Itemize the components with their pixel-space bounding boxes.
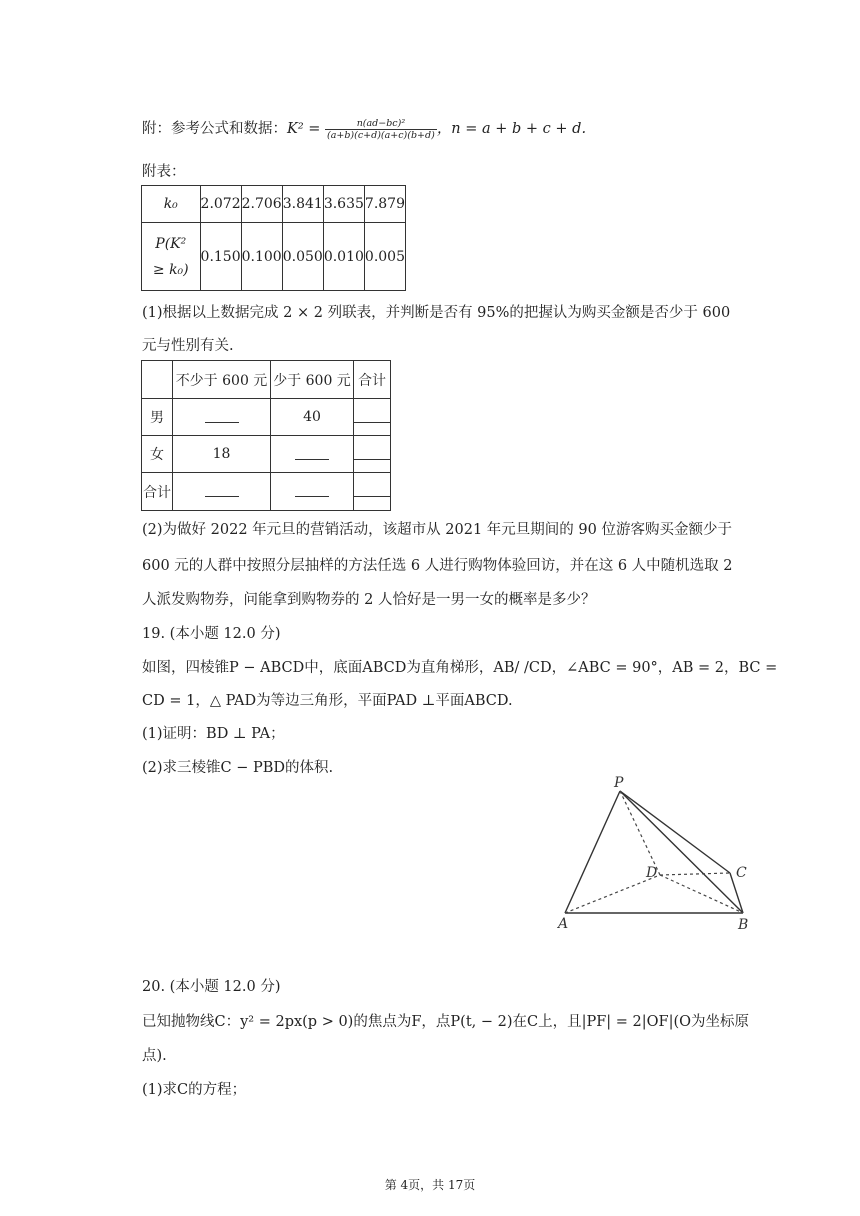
q20-part1: (1)求C的方程； — [142, 1082, 247, 1098]
edge-PD — [620, 791, 660, 875]
contingency-header-empty — [142, 361, 173, 399]
contingency-table — [141, 360, 391, 511]
formula-lhs: K² = — [287, 121, 321, 137]
edge-DC — [660, 873, 730, 875]
q18-part2-line2: 600 元的人群中按照分层抽样的方法任选 6 人进行购物体验回访，并在这 6 人中随机选取 2 — [142, 558, 733, 574]
edge-PB — [620, 791, 743, 913]
formula-suffix: ，n = a + b + c + d. — [436, 121, 587, 137]
label-B: B — [738, 917, 749, 933]
ref-p-cell: 0.050 — [282, 223, 323, 291]
edge-PC — [620, 791, 730, 873]
q18-part2-line3: 人派发购物券，问能拿到购物券的 2 人恰好是一男一女的概率是多少？ — [142, 592, 596, 608]
ref-k-cell: 7.879 — [364, 186, 405, 223]
blank-cell[interactable] — [173, 399, 271, 436]
formula-denominator: (a+b)(c+d)(a+c)(b+d) — [327, 129, 435, 141]
ref-p-cell: 0.150 — [200, 223, 241, 291]
blank-cell[interactable] — [271, 473, 354, 511]
q20-line2: 点). — [142, 1048, 167, 1064]
row-label-female: 女 — [142, 436, 173, 473]
contingency-header: 少于 600 元 — [271, 361, 354, 399]
blank-cell[interactable] — [173, 473, 271, 511]
male-less-cell: 40 — [271, 399, 354, 436]
ref-row2-header — [142, 223, 201, 291]
label-D: D — [646, 865, 658, 881]
q19-header: 19. (本小题 12.0 分) — [142, 626, 281, 642]
reference-table — [141, 185, 406, 291]
ref-row2-header-line1: P(K² — [155, 235, 187, 252]
label-C: C — [736, 865, 747, 881]
blank-cell[interactable] — [271, 436, 354, 473]
q19-line2: CD = 1，△ PAD为等边三角形，平面PAD ⊥平面ABCD. — [142, 693, 513, 709]
label-P: P — [614, 775, 624, 791]
row-label-total: 合计 — [142, 473, 173, 511]
ref-p-cell: 0.005 — [364, 223, 405, 291]
contingency-header: 合计 — [354, 361, 391, 399]
formula-line — [142, 117, 586, 141]
q18-part1-line2: 元与性别有关. — [142, 338, 234, 354]
appendix-label: 附表： — [142, 164, 186, 180]
formula-fraction — [325, 118, 437, 141]
page-footer: 第 4页，共 17页 — [384, 1178, 476, 1192]
female-notless-cell: 18 — [173, 436, 271, 473]
contingency-header: 不少于 600 元 — [173, 361, 271, 399]
ref-k-cell: 2.706 — [241, 186, 282, 223]
formula-prefix: 附：参考公式和数据： — [142, 121, 287, 137]
label-A: A — [558, 916, 569, 932]
q19-line1: 如图，四棱锥P − ABCD中，底面ABCD为直角梯形，AB/ /CD，∠ABC = 90°，AB = 2，BC = — [142, 660, 778, 676]
q19-part1: (1)证明：BD ⊥ PA； — [142, 726, 285, 742]
q19-part2: (2)求三棱锥C − PBD的体积. — [142, 760, 334, 776]
blank-cell[interactable] — [354, 399, 391, 436]
q18-part2-line1: (2)为做好 2022 年元旦的营销活动，该超市从 2021 年元旦期间的 90 位游客购买金额少于 — [142, 522, 732, 538]
pyramid-figure — [550, 775, 760, 935]
row-label-male: 男 — [142, 399, 173, 436]
ref-row1-header: k₀ — [142, 186, 201, 223]
ref-k-cell: 3.635 — [323, 186, 364, 223]
formula-numerator: n(ad−bc)² — [325, 118, 437, 130]
ref-row2-header-line2: ≥ k₀) — [152, 261, 189, 278]
ref-p-cell: 0.010 — [323, 223, 364, 291]
edge-DB — [660, 875, 743, 913]
blank-cell[interactable] — [354, 473, 391, 511]
q20-line1: 已知抛物线C：y² = 2px(p > 0)的焦点为F，点P(t, − 2)在C上，且|PF| = 2|OF|(O为坐标原 — [142, 1014, 750, 1030]
blank-cell[interactable] — [354, 436, 391, 473]
q20-header: 20. (本小题 12.0 分) — [142, 979, 281, 995]
ref-k-cell: 2.072 — [200, 186, 241, 223]
q18-part1-line1: (1)根据以上数据完成 2 × 2 列联表，并判断是否有 95%的把握认为购买金额是否少于 600 — [142, 305, 731, 321]
ref-p-cell: 0.100 — [241, 223, 282, 291]
ref-k-cell: 3.841 — [282, 186, 323, 223]
